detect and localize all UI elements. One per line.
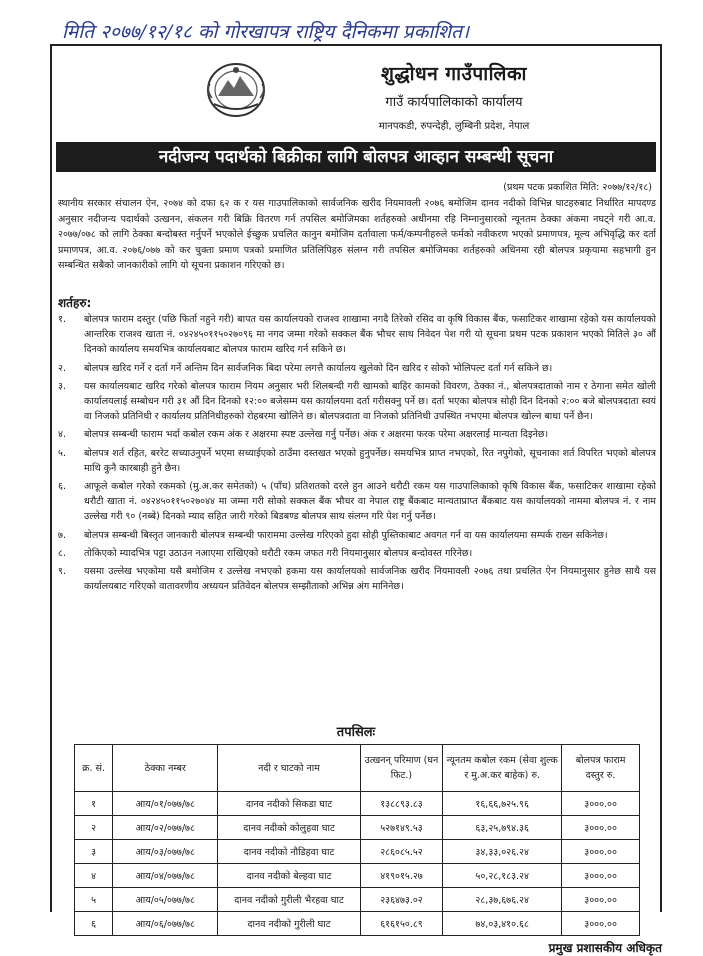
- cell-quantity: ६१६१५०.८९: [360, 912, 442, 936]
- condition-text: यस कार्यालयबाट खरिद गरेको बोलपत्र फाराम नियम अनुसार भरी शिलबन्दी गरी खामको बाहिर कामको विवरण, ठेक्का नं., बोलपत्रदाताको नाम र ठेगाना समेत खोली कार्यालयलाई सम्बोधन गरी ३१ औं दिन दिनको १२:०० बजेसम्म यस कार्यालयमा दर्ता गरीसक्नु पर्ने छ। दर्ता भएका बोलपत्र सोही दिन दिनको २:०० बजे बोलपत्रदाता स्वयं वा निजको प्रतिनिधी र कार्यालय प्रतिनिधीहरुको रोहबरमा खोलिने छ। बोलपत्रदाता वा निजको प्रतिनिधी उपस्थित नभएमा बोलपत्र खोल्न बाधा पर्ने छैन।: [84, 380, 656, 423]
- condition-text: तोकिएको म्यादभित्र पट्टा उठाउन नआएमा राखिएको धरौटी रकम जफत गरी नियमानुसार बोलपत्र बन्दोवस्त गरिनेछ।: [84, 547, 473, 559]
- condition-text: बोलपत्र सम्बन्धी बिस्तृत जानकारी बोलपत्र सम्बन्धी फाराममा उल्लेख गरिएको हुदा सोही पुस्तिकाबाट अवगत गर्न वा यस कार्यालयमा सम्पर्क राख्न सकिनेछ।: [84, 529, 608, 541]
- cell-min-bid: ७४,०३,४१०.६८: [443, 912, 562, 936]
- cell-contract-no: आय/०५/०७७/७८: [113, 888, 218, 912]
- cell-contract-no: आय/०१/०७७/७८: [113, 792, 218, 816]
- condition-text: बोलपत्र सम्बन्धी फाराम भर्दा कबोल रकम अंक र अक्षरमा स्पष्ट उल्लेख गर्नु पर्नेछ। अंक र अक्षरमा फरक परेमा अक्षरलाई मान्यता दिइनेछ।: [84, 429, 549, 441]
- condition-item: [58, 312, 656, 358]
- cell-quantity: १३८८९३.८३: [360, 792, 442, 816]
- condition-number: १.: [58, 314, 66, 325]
- condition-item: [58, 446, 656, 476]
- condition-item: [58, 564, 656, 594]
- cell-serial: २: [75, 816, 113, 840]
- cell-serial: ३: [75, 840, 113, 864]
- publication-date: (प्रथम पटक प्रकाशित मिति: २०७७/१२/१८): [503, 182, 652, 193]
- notice-title-banner: नदीजन्य पदार्थको बिक्रीका लागि बोलपत्र आव्हान सम्बन्धी सूचना: [56, 142, 656, 172]
- condition-text: यसमा उल्लेख भएकोमा यसै बमोजिम र उल्लेख नभएको हकमा यस कार्यालयको सार्वजनिक खरीद नियमावली २०७६ तथा प्रचलित ऐन नियमानुसार हुनेछ साथै यस कार्यालयबाट गरिएको वातावरणीय अध्ययन प्रतिवेदन बोलपत्र सम्झौताको अभिन्न अंग मानिनेछ।: [84, 566, 656, 593]
- condition-text: आफूले कबोल गरेको रकमको (मु.अ.कर समेतको) ५ (पाँच) प्रतिशतको दरले हुन आउने धरौटी रकम यस गाउपालिकाको कृषि विकास बैंक, फसाटिकर शाखामा रहेको धरौटी खाता नं. ०४२४५०११५०२७०४४ मा जम्मा गरी सोको सक्कल बैंक भौचर वा नेपाल राष्ट्र बैंकबाट मान्यताप्राप्त बैंकबाट यस कार्यालयको नाममा बोलपत्र नं. र नाम उल्लेख गरी ९० (नब्बे) दिनको म्याद सहित जारी गरेको बिडबण्ड बोलपत्र साथ संलग्न गरि पेश गर्नु पर्नेछ।: [84, 481, 656, 523]
- signatory-title: प्रमुख प्रशासकीय अधिकृत: [548, 941, 662, 955]
- cell-serial: ५: [75, 888, 113, 912]
- cell-form-fee: ३०००.००: [562, 792, 640, 816]
- cell-serial: १: [75, 792, 113, 816]
- cell-min-bid: ३४,३३,०२६.२४: [443, 840, 562, 864]
- notice-frame: [50, 44, 662, 955]
- table-row: [75, 816, 640, 840]
- condition-item: [58, 361, 656, 376]
- org-name: शुद्धोधन गाउँपालिका: [381, 63, 527, 85]
- office-name: गाउँ कार्यपालिकाको कार्यालय: [385, 95, 523, 110]
- table-row: [75, 792, 640, 816]
- cell-form-fee: ३०००.००: [562, 840, 640, 864]
- conditions-list: [58, 312, 656, 597]
- table-row: [75, 912, 640, 936]
- government-emblem-icon: [204, 60, 268, 118]
- condition-number: २.: [58, 362, 66, 374]
- col-header-quantity: उत्खनन् परिमाण (घन फिट.): [360, 745, 442, 792]
- cell-river-ghat: दानव नदीको गुरीली घाट: [218, 912, 360, 936]
- cell-contract-no: आय/०२/०७७/७८: [113, 816, 218, 840]
- schedule-table: [74, 744, 640, 936]
- condition-number: ८.: [58, 547, 66, 559]
- cell-quantity: ४१९०१५.२७: [360, 864, 442, 888]
- table-row: [75, 864, 640, 888]
- condition-number: ५.: [58, 447, 66, 459]
- condition-text: बोलपत्र शर्त रहित, बररेट सच्याउनुपर्ने भएमा सच्याईएको ठाउँमा दस्तखत भएको हुनुपर्नेछ। समयभित्र प्राप्त नभएको, रित नपुगेको, सूचनाका शर्त विपरित भएको बोलपत्र माथि कुनै कारबाही हुने छैन।: [84, 447, 656, 474]
- table-row: [75, 840, 640, 864]
- condition-item: [58, 546, 656, 561]
- cell-river-ghat: दानव नदीको सिकडा घाट: [218, 792, 360, 816]
- cell-serial: ६: [75, 912, 113, 936]
- condition-number: ९.: [58, 566, 66, 578]
- cell-form-fee: ३०००.००: [562, 888, 640, 912]
- letterhead: [52, 46, 660, 141]
- col-header-river-ghat: नदी र घाटको नाम: [218, 745, 360, 792]
- condition-number: ७.: [58, 529, 66, 541]
- condition-item: [58, 427, 656, 442]
- condition-item: [58, 479, 656, 525]
- cell-contract-no: आय/०३/०७७/७८: [113, 840, 218, 864]
- cell-min-bid: १६,६६,७२५.९६: [443, 792, 562, 816]
- cell-river-ghat: दानव नदीको बेल्हवा घाट: [218, 864, 360, 888]
- col-header-form-fee: बोलपत्र फाराम दस्तुर रु.: [562, 745, 640, 792]
- cell-quantity: २३६४७३.०२: [360, 888, 442, 912]
- intro-paragraph: स्थानीय सरकार संचालन ऐन, २०७४ को दफा ६२ क र यस गाउपालिकाको सार्वजनिक खरीद नियमावली २०७६ बमोजिम दानव नदीको विभिन्न घाटहरुबाट निर्धारित मापदण्ड अनुसार नदीजन्य पदार्थको उत्खनन, संकलन गरी बिक्रि वितरण गर्न तपसिल बमोजिमका शर्तहरुको अधीनमा रहि निम्नानुसारको न्यूनतम ठेक्का अंकमा नघट्ने गरी आ.व. २०७७/०७८ को लागि ठेक्का बन्दोबस्त गर्नुपर्ने भएकोले ईच्छुक प्रचलित कानुन बमोजिम दर्तावाला फर्म/कम्पनीहरुले फर्मको नवीकरण भएको प्रमाणपत्र, मूल्य अभिवृद्धि कर दर्ता प्रमाणपत्र, आ.व. २०७६/०७७ को कर चुक्ता प्रमाण पत्रको प्रमाणित प्रतिलिपिहरु संलग्न गरी तपसिल बमोजिमका शर्तहरुको अधिनमा रही बोलपत्र प्रकृयामा सहभागी हुन सम्बन्धित सबैको जानकारीको लागि यो सूचना प्रकाशन गरिएको छ।: [58, 198, 656, 271]
- table-row: [75, 888, 640, 912]
- cell-serial: ४: [75, 864, 113, 888]
- cell-quantity: २८६०८५.५२: [360, 840, 442, 864]
- cell-river-ghat: दानव नदीको कोलुहवा घाट: [218, 816, 360, 840]
- office-address: मानपकडी, रुपन्देही, लुम्बिनी प्रदेश, नेपाल: [378, 121, 530, 132]
- cell-min-bid: ५०,२८,१८३.२४: [443, 864, 562, 888]
- condition-number: ३.: [58, 380, 66, 392]
- condition-item: [58, 528, 656, 543]
- schedule-title: तपसिलः: [336, 725, 376, 740]
- handwritten-note: मिति २०७७/१२/१८ को गोरखापत्र राष्ट्रिय दैनिकमा प्रकाशित।: [62, 21, 470, 43]
- cell-form-fee: ३०००.००: [562, 816, 640, 840]
- condition-number: ४.: [58, 429, 66, 441]
- cell-river-ghat: दानव नदीको गुरीली भैरहवा घाट: [218, 888, 360, 912]
- col-header-serial: क्र. सं.: [75, 745, 113, 792]
- cell-min-bid: २८,३७,६७६.२४: [443, 888, 562, 912]
- cell-min-bid: ६३,२५,७९४.३६: [443, 816, 562, 840]
- cell-form-fee: ३०००.००: [562, 912, 640, 936]
- cell-form-fee: ३०००.००: [562, 864, 640, 888]
- conditions-heading: शर्तहरु:: [58, 296, 92, 310]
- cell-quantity: ५२७१४९.५३: [360, 816, 442, 840]
- condition-number: ६.: [58, 481, 66, 493]
- col-header-contract-no: ठेक्का नम्बर: [113, 745, 218, 792]
- cell-contract-no: आय/०४/०७७/७८: [113, 864, 218, 888]
- cell-river-ghat: दानव नदीको नौडिहवा घाट: [218, 840, 360, 864]
- col-header-min-bid: न्यूनतम कबोल रकम (सेवा शुल्क र मु.अ.कर बाहेक) रु.: [443, 745, 562, 792]
- condition-text: बोलपत्र खरिद गर्ने र दर्ता गर्ने अन्तिम दिन सार्वजनिक बिदा परेमा लगत्तै कार्यालय खुलेको दिन खरिद र सोको भोलिपल्ट दर्ता गर्न सकिने छ।: [84, 362, 553, 374]
- table-header-row: [75, 745, 640, 792]
- cell-contract-no: आय/०६/०७७/७८: [113, 912, 218, 936]
- condition-item: [58, 379, 656, 425]
- condition-text: बोलपत्र फाराम दस्तुर (पछि फिर्ता नहुने गरी) बापत यस कार्यालयको राजश्व शाखामा नगदै तिरेको रसिद वा कृषि विकास बैंक, फसाटिकर शाखामा रहेको यस कार्यालयको आन्तरिक राजश्व खाता नं. ०४२४५०११५०२७०९६ मा नगद जम्मा गरेको सक्कल बैंक भौचर साथ निवेदन पेश गरी यो सूचना प्रथम पटक प्रकाशन भएको मितिले ३० औं दिनको कार्यालय समयभित्र कार्यालयबाट बोलपत्र फाराम खरिद गर्न सकिने छ।: [84, 314, 656, 356]
